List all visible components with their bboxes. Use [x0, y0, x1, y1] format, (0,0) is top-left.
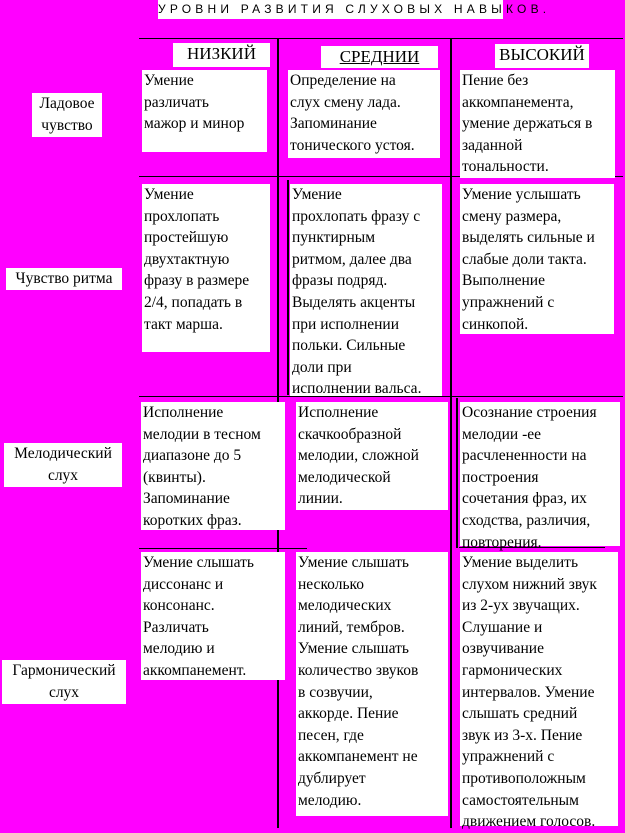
cell-harmonic-low: Умение слышать диссонанс и консонанс. Различать мелодию и аккомпанемент. — [141, 552, 285, 680]
row-label-melodic-hearing: Мелодический слух — [4, 443, 122, 487]
cell-modal-high: Пение без аккомпанемента, умение держаться в заданной тональности. — [460, 70, 615, 178]
column-divider-1b — [287, 180, 289, 395]
column-divider-2 — [450, 38, 452, 828]
row-label-harmonic-hearing: Гармонический слух — [2, 660, 126, 704]
cell-modal-mid: Определение на слух смену лада. Запоминание тонического устоя. — [288, 70, 440, 158]
cell-harmonic-mid: Умение слышать несколько мелодических линий, тембров. Умение слышать количество звуков в созвучии, аккорде. Пение песен, где аккомпанемент не дублирует мелодию. — [296, 552, 448, 816]
row-divider-3 — [139, 548, 307, 549]
column-header-low: НИЗКИЙ — [173, 43, 270, 67]
row-label-modal-sense: Ладовое чувство — [32, 93, 102, 137]
cell-rhythm-mid: Умение прохлопать фразу с пунктирным ритмом, далее два фразы подряд. Выделять акценты при исполнении польки. Сильные доли при исполнении вальса. — [290, 184, 442, 396]
column-divider-2b — [456, 398, 458, 548]
cell-melodic-mid: Исполнение скачкообразной мелодии, сложной мелодической линии. — [296, 402, 448, 510]
row-label-rhythm-sense: Чувство ритма — [6, 268, 122, 290]
cell-modal-low: Умение различать мажор и минор — [142, 70, 267, 152]
document-title: УРОВНИ РАЗВИТИЯ СЛУХОВЫХ НАВЫКОВ. — [158, 0, 503, 19]
cell-melodic-high: Осознание строения мелодии -ее расчлененности на построения сочетания фраз, их сходства, различия, повторения. — [460, 402, 620, 546]
column-header-mid: СРЕДНИИ — [321, 46, 438, 68]
column-header-high: ВЫСОКИЙ — [495, 44, 589, 68]
cell-harmonic-high: Умение выделить слухом нижний звук из 2-ух звучащих. Слушание и озвучивание гармонических интервалов. Умение слышать средний звук из 3-х. Пение упражнений с противоположным самостоятельным движением голосов. — [460, 552, 618, 826]
cell-rhythm-low: Умение прохлопать простейшую двухтактную фразу в размере 2/4, попадать в такт марша. — [142, 184, 270, 352]
header-top-line — [139, 38, 623, 39]
cell-rhythm-high: Умение услышать смену размера, выделять сильные и слабые доли такта. Выполнение упражнений с синкопой. — [460, 184, 614, 334]
cell-melodic-low: Исполнение мелодии в тесном диапазоне до 5 (квинты). Запоминание коротких фраз. — [141, 402, 285, 530]
